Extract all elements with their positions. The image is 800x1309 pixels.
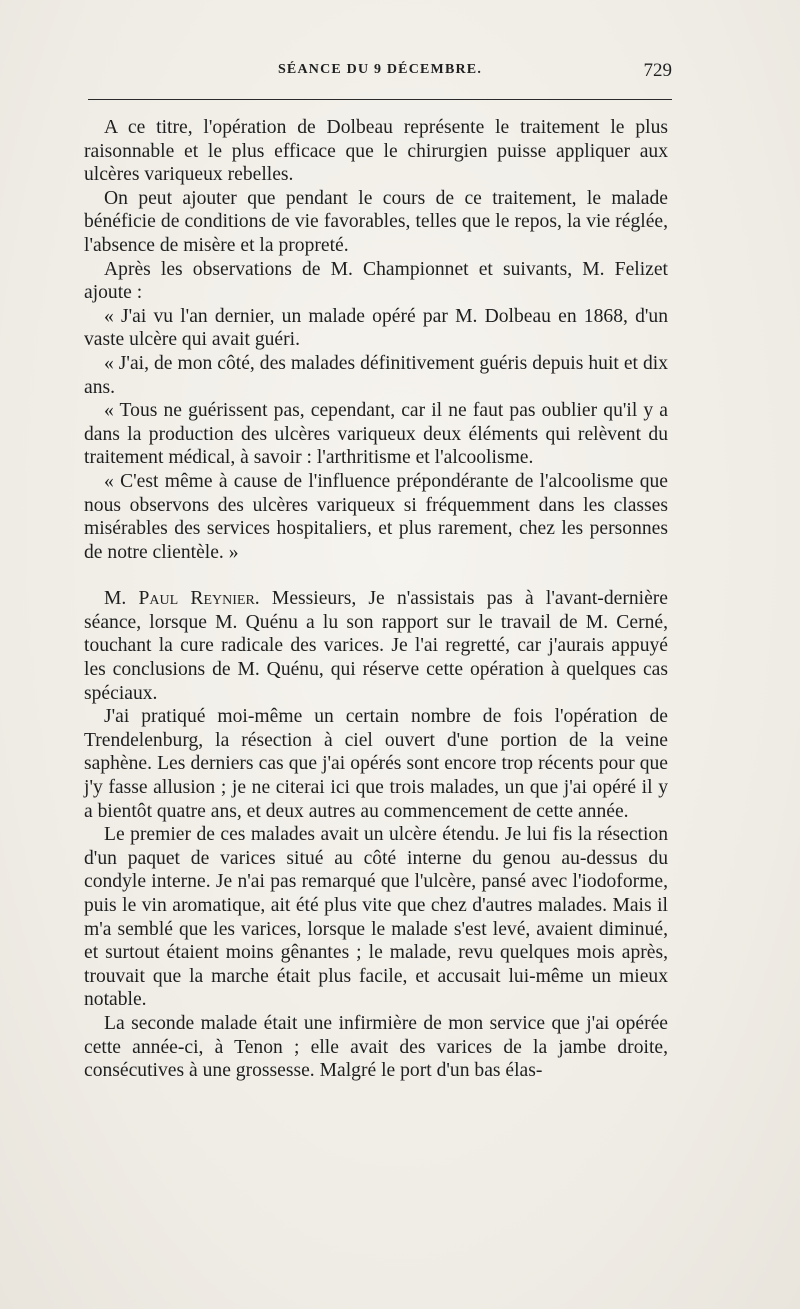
quote-paragraph: « J'ai vu l'an dernier, un malade opéré par M. Dolbeau en 1868, d'un vaste ulcère qui avait guéri.	[84, 305, 668, 351]
page-header	[88, 62, 672, 92]
quote-paragraph: « C'est même à cause de l'influence prépondérante de l'alcoolisme que nous observons des ulcères variqueux si fréquemment dans les classes misérables des services hospitaliers, et plus rarement, chez les personnes de notre clientèle. »	[84, 470, 668, 563]
header-rule	[88, 99, 672, 100]
paragraph: La seconde malade était une infirmière de mon service que j'ai opérée cette année-ci, à Tenon ; elle avait des varices de la jambe droite, consécutives à une grossesse. Malgré le port d'un bas élas-	[84, 1012, 668, 1082]
paragraph: On peut ajouter que pendant le cours de ce traitement, le malade bénéficie de conditions de vie favorables, telles que le repos, la vie réglée, l'absence de misère et la propreté.	[84, 187, 668, 256]
quote-paragraph: « Tous ne guérissent pas, cependant, car il ne faut pas oublier qu'il y a dans la production des ulcères variqueux deux éléments qui relèvent du traitement médical, à savoir : l'arthritisme et l'alcoolisme.	[84, 400, 668, 469]
running-head: SÉANCE DU 9 DÉCEMBRE.	[277, 62, 483, 77]
speaker-text: Messieurs, Je n'assistais pas à l'avant-dernière séance, lorsque M. Quénu a lu son rapport sur le travail de M. Cerné, touchant la cure radicale des varices. Je l'ai regretté, car j'aurais appuyé les conclusions de M. Quénu, qui réserve cette opération à quelques cas spéciaux.	[84, 588, 668, 704]
paragraph: Le premier de ces malades avait un ulcère étendu. Je lui fis la résection d'un paquet de varices situé au côté interne du genou au-dessus du condyle interne. Je n'ai pas remarqué que l'ulcère, pansé avec l'iodoforme, puis le vin aromatique, ait été plus vite que chez d'autres malades. Mais il m'a semblé que les varices, lorsque le malade s'est levé, avaient diminué, et surtout étaient moins gênantes ; le malade, revu quelques mois après, trouvait que la marche était plus facile, et accusait lui-même un mieux notable.	[84, 824, 668, 1011]
paragraph: J'ai pratiqué moi-même un certain nombre de fois l'opération de Trendelenburg, la résection à ciel ouvert d'une portion de la veine saphène. Les derniers cas que j'ai opérés sont encore trop récents pour que j'y fasse allusion ; je ne citerai ici que trois malades, un que j'ai opéré il y a bientôt quatre ans, et deux autres au commencement de cette année.	[84, 706, 668, 822]
speaker-name: Paul Reynier	[138, 588, 255, 610]
speaker-paragraph: M. Paul Reynier. Messieurs, Je n'assistais pas à l'avant-dernière séance, lorsque M. Quénu a lu son rapport sur le travail de M. Cerné, touchant la cure radicale des varices. Je l'ai regretté, car j'aurais appuyé les conclusions de M. Quénu, qui réserve cette opération à quelques cas spéciaux.	[84, 588, 668, 704]
page-number: 729	[643, 60, 672, 81]
quote-paragraph: « J'ai, de mon côté, des malades définitivement guéris depuis huit et dix ans.	[84, 352, 668, 398]
page-body	[84, 116, 668, 1083]
paragraph: A ce titre, l'opération de Dolbeau représente le traitement le plus raisonnable et le plus efficace que le chirurgien puisse appliquer aux ulcères variqueux rebelles.	[84, 117, 668, 186]
speaker-prefix: M.	[104, 588, 127, 610]
paragraph: Après les observations de M. Championnet et suivants, M. Felizet ajoute :	[84, 258, 668, 304]
